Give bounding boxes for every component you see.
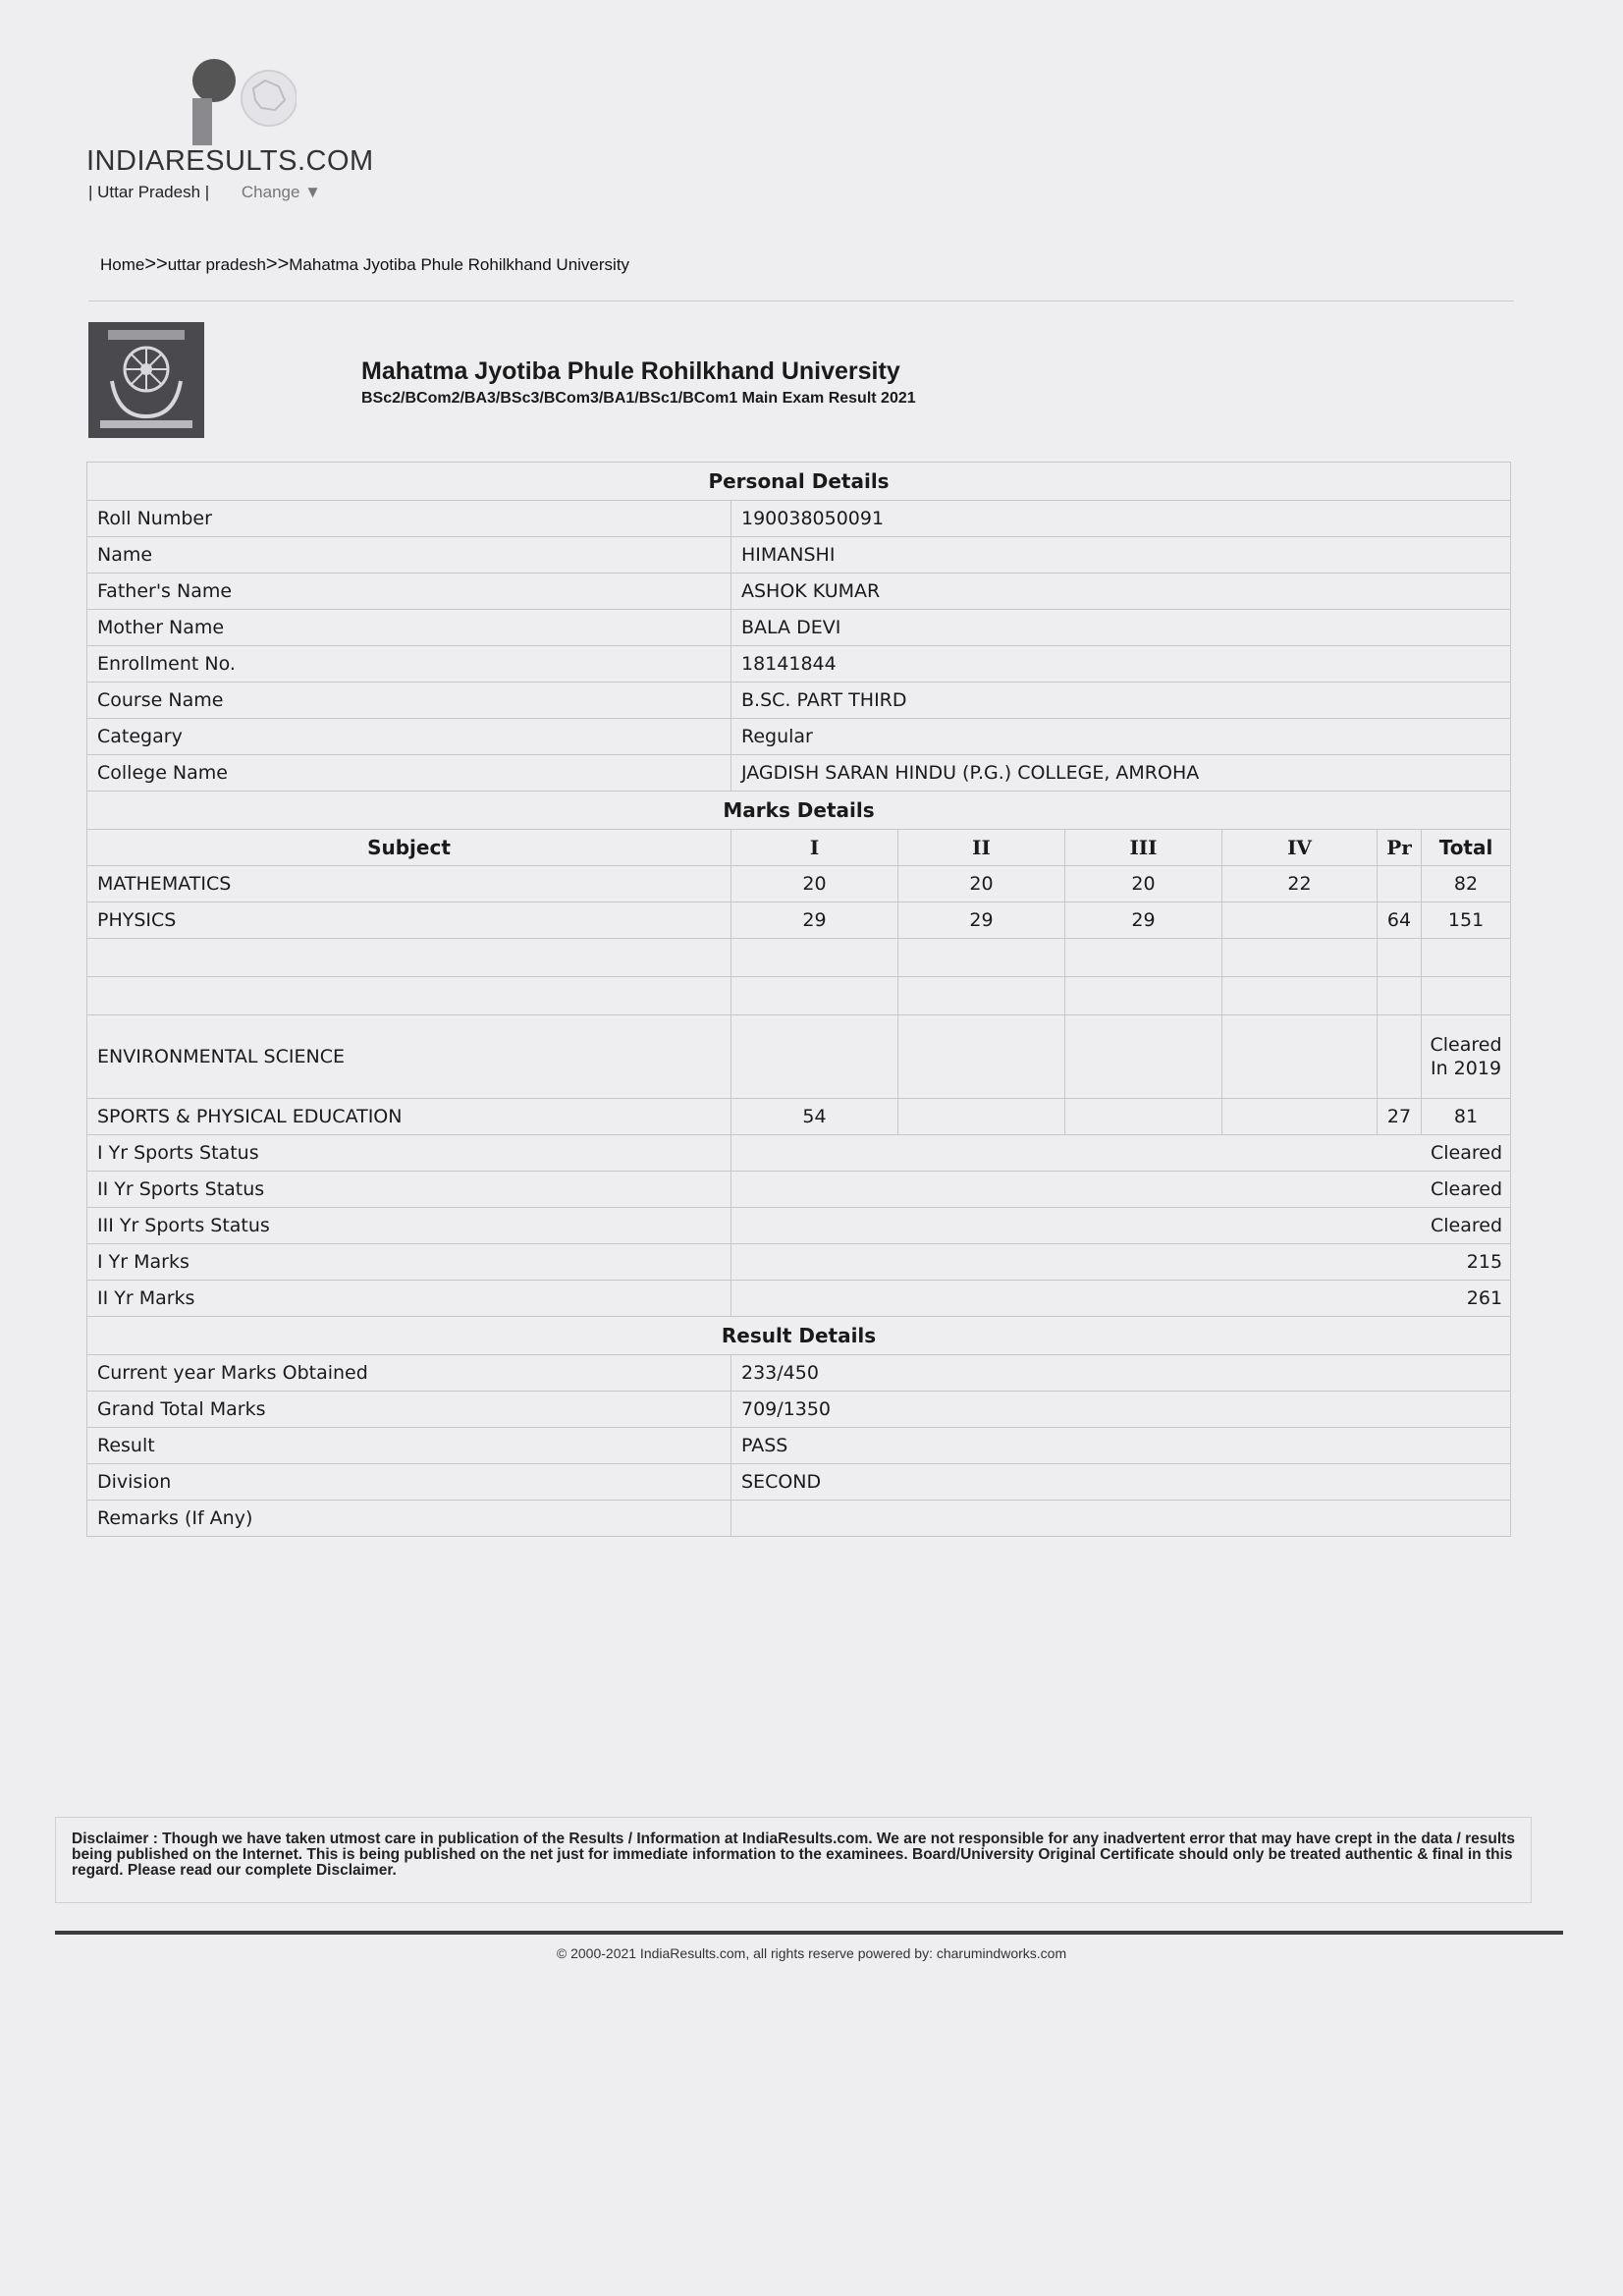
- field-value: Cleared: [731, 1172, 1511, 1208]
- breadcrumb-university[interactable]: Mahatma Jyotiba Phule Rohilkhand University: [289, 255, 630, 274]
- table-row: [87, 501, 1511, 537]
- subject-name: ENVIRONMENTAL SCIENCE: [87, 1015, 731, 1099]
- field-value: B.SC. PART THIRD: [731, 683, 1511, 719]
- subject-name: MATHEMATICS: [87, 866, 731, 902]
- breadcrumb-home[interactable]: Home: [100, 255, 145, 274]
- table-row: [87, 574, 1511, 610]
- field-label: II Yr Marks: [87, 1281, 731, 1317]
- breadcrumb-separator: >>: [265, 253, 290, 275]
- field-label: I Yr Sports Status: [87, 1135, 731, 1172]
- subject-name: SPORTS & PHYSICAL EDUCATION: [87, 1099, 731, 1135]
- subject-name: PHYSICS: [87, 902, 731, 939]
- field-label: Result: [87, 1428, 731, 1464]
- field-label: Mother Name: [87, 610, 731, 646]
- field-label: Enrollment No.: [87, 646, 731, 683]
- table-row: [87, 1428, 1511, 1464]
- field-value: 190038050091: [731, 501, 1511, 537]
- table-row: [87, 1392, 1511, 1428]
- field-label: Remarks (If Any): [87, 1501, 731, 1537]
- mark-cell: 29: [731, 902, 898, 939]
- field-value: 233/450: [731, 1355, 1511, 1392]
- field-label: I Yr Marks: [87, 1244, 731, 1281]
- breadcrumb: [100, 253, 629, 276]
- field-value: PASS: [731, 1428, 1511, 1464]
- field-value: JAGDISH SARAN HINDU (P.G.) COLLEGE, AMROHA: [731, 755, 1511, 792]
- field-label: Categary: [87, 719, 731, 755]
- table-row: [87, 683, 1511, 719]
- total-cell: Cleared In 2019: [1422, 1015, 1511, 1099]
- marks-header-row: [87, 830, 1511, 866]
- breadcrumb-state[interactable]: uttar pradesh: [167, 255, 266, 274]
- table-row: [87, 755, 1511, 792]
- table-row: [87, 1244, 1511, 1281]
- university-name: Mahatma Jyotiba Phule Rohilkhand University: [361, 357, 900, 385]
- field-value: [731, 1501, 1511, 1537]
- mark-cell: 64: [1378, 902, 1422, 939]
- field-value: Cleared: [731, 1135, 1511, 1172]
- change-state-link[interactable]: Change ▼: [241, 183, 322, 201]
- table-row: [87, 866, 1511, 902]
- table-row: [87, 1015, 1511, 1099]
- footer-divider: [55, 1931, 1563, 1935]
- field-value: BALA DEVI: [731, 610, 1511, 646]
- column-header: II: [898, 830, 1065, 866]
- mark-cell: 22: [1222, 866, 1378, 902]
- university-emblem-icon: [88, 322, 204, 438]
- table-row: [87, 719, 1511, 755]
- site-logo-text: INDIARESULTS.COM: [86, 145, 374, 177]
- table-row: [87, 1355, 1511, 1392]
- total-cell: 151: [1422, 902, 1511, 939]
- table-row: [87, 646, 1511, 683]
- column-header: IV: [1222, 830, 1378, 866]
- mark-cell: 29: [1065, 902, 1222, 939]
- table-row: [87, 537, 1511, 574]
- result-details-heading: Result Details: [87, 1317, 1511, 1355]
- field-value: HIMANSHI: [731, 537, 1511, 574]
- field-label: Father's Name: [87, 574, 731, 610]
- table-row: [87, 610, 1511, 646]
- mark-cell: 20: [898, 866, 1065, 902]
- university-emblem: [88, 322, 204, 438]
- field-label: Division: [87, 1464, 731, 1501]
- field-value: Regular: [731, 719, 1511, 755]
- column-header: Total: [1422, 830, 1511, 866]
- field-label: Name: [87, 537, 731, 574]
- field-label: College Name: [87, 755, 731, 792]
- field-label: Roll Number: [87, 501, 731, 537]
- field-value: SECOND: [731, 1464, 1511, 1501]
- field-label: Grand Total Marks: [87, 1392, 731, 1428]
- table-row: [87, 939, 1511, 977]
- total-cell: 81: [1422, 1099, 1511, 1135]
- field-label: III Yr Sports Status: [87, 1208, 731, 1244]
- exam-title: BSc2/BCom2/BA3/BSc3/BCom3/BA1/BSc1/BCom1 Main Exam Result 2021: [361, 390, 916, 407]
- table-row: [87, 1281, 1511, 1317]
- table-row: [87, 1172, 1511, 1208]
- table-row: [87, 1208, 1511, 1244]
- column-header: III: [1065, 830, 1222, 866]
- mark-cell: 54: [731, 1099, 898, 1135]
- site-logo[interactable]: [86, 59, 374, 206]
- table-row: [87, 1135, 1511, 1172]
- site-logo-icon: [189, 59, 297, 147]
- field-value: ASHOK KUMAR: [731, 574, 1511, 610]
- mark-cell: 29: [898, 902, 1065, 939]
- marks-details-heading: Marks Details: [87, 792, 1511, 830]
- field-value: 709/1350: [731, 1392, 1511, 1428]
- table-row: [87, 977, 1511, 1015]
- field-value: 261: [731, 1281, 1511, 1317]
- field-value: 18141844: [731, 646, 1511, 683]
- field-label: II Yr Sports Status: [87, 1172, 731, 1208]
- disclaimer-text: Disclaimer : Though we have taken utmost care in publication of the Results / Information at IndiaResults.com. We are not responsible for any inadvertent error that may have crept in the data / results being published on the Internet. This is being published on the net just for immediate information to the examinees. Board/University Original Certificate should only be treated authentic & final in this regard. Please read our complete Disclaimer.: [55, 1817, 1532, 1903]
- field-value: 215: [731, 1244, 1511, 1281]
- state-selector: [88, 183, 321, 202]
- total-cell: 82: [1422, 866, 1511, 902]
- table-row: [87, 1464, 1511, 1501]
- field-label: Current year Marks Obtained: [87, 1355, 731, 1392]
- column-header: Pr: [1378, 830, 1422, 866]
- field-value: Cleared: [731, 1208, 1511, 1244]
- table-row: [87, 1501, 1511, 1537]
- copyright-text: © 2000-2021 IndiaResults.com, all rights reserve powered by: charumindworks.com: [556, 1945, 1067, 1961]
- mark-cell: 27: [1378, 1099, 1422, 1135]
- mark-cell: 20: [731, 866, 898, 902]
- table-row: [87, 1099, 1511, 1135]
- state-label: | Uttar Pradesh |: [88, 183, 210, 201]
- personal-details-heading: Personal Details: [87, 463, 1511, 501]
- column-header: I: [731, 830, 898, 866]
- table-row: [87, 902, 1511, 939]
- mark-cell: [1222, 902, 1378, 939]
- field-label: Course Name: [87, 683, 731, 719]
- breadcrumb-separator: >>: [144, 253, 168, 275]
- mark-cell: 20: [1065, 866, 1222, 902]
- mark-cell: [1378, 866, 1422, 902]
- column-header: Subject: [87, 830, 731, 866]
- result-table: [86, 462, 1511, 1537]
